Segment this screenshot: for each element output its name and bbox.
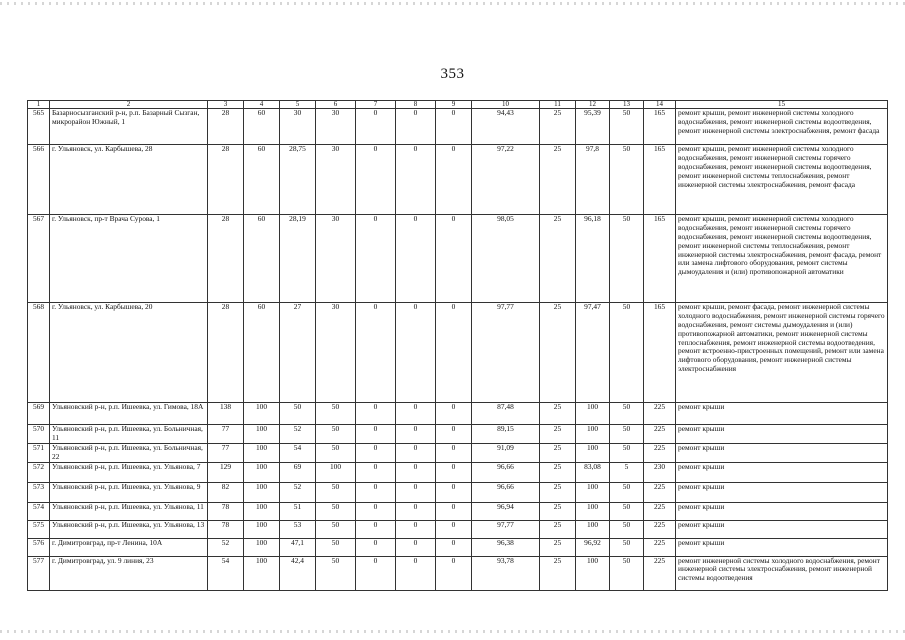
value-cell-col-11: 25 (540, 482, 576, 502)
column-index-14: 14 (644, 101, 676, 109)
value-cell-col-4: 60 (244, 303, 280, 403)
value-cell-col-8: 0 (396, 403, 436, 425)
value-cell-col-12: 100 (576, 425, 610, 444)
value-cell-col-7: 0 (356, 109, 396, 145)
value-cell-col-6: 50 (316, 425, 356, 444)
column-index-7: 7 (356, 101, 396, 109)
value-cell-col-4: 60 (244, 109, 280, 145)
value-cell-col-7: 0 (356, 502, 396, 520)
value-cell-col-9: 0 (436, 538, 472, 556)
work-types-cell: ремонт крыши (676, 462, 888, 482)
value-cell-col-5: 69 (280, 462, 316, 482)
address-cell: г. Димитровград, ул. 9 линия, 23 (50, 556, 208, 590)
work-types-cell: ремонт крыши, ремонт инженерной системы холодного водоснабжения, ремонт инженерной системы горячего водоснабжения, ремонт инженерной системы водоотведения, ремонт инженерной системы теплоснабжения, ремонт инженерной системы электроснабжения, ремонт фасада, ремонт или замена лифтового оборудования, ремонт системы дымоудаления и (или) противопожарной автоматики (676, 215, 888, 303)
value-cell-col-8: 0 (396, 462, 436, 482)
value-cell-col-14: 225 (644, 502, 676, 520)
value-cell-col-6: 50 (316, 502, 356, 520)
value-cell-col-12: 100 (576, 556, 610, 590)
value-cell-col-11: 25 (540, 502, 576, 520)
value-cell-col-10: 98,05 (472, 215, 540, 303)
column-index-8: 8 (396, 101, 436, 109)
value-cell-col-3: 52 (208, 538, 244, 556)
row-number-cell: 574 (28, 502, 50, 520)
value-cell-col-10: 93,78 (472, 556, 540, 590)
address-cell: Ульяновский р-н, р.п. Ишеевка, ул. Ульянова, 13 (50, 520, 208, 538)
value-cell-col-10: 96,66 (472, 462, 540, 482)
value-cell-col-5: 27 (280, 303, 316, 403)
work-types-cell: ремонт крыши, ремонт инженерной системы холодного водоснабжения, ремонт инженерной системы горячего водоснабжения, ремонт инженерной системы водоотведения, ремонт инженерной системы теплоснабжения, ремонт инженерной системы электроснабжения, ремонт фасада (676, 145, 888, 215)
value-cell-col-5: 50 (280, 403, 316, 425)
value-cell-col-6: 50 (316, 482, 356, 502)
scan-edge-top (0, 2, 905, 5)
value-cell-col-8: 0 (396, 520, 436, 538)
value-cell-col-14: 165 (644, 109, 676, 145)
value-cell-col-14: 225 (644, 538, 676, 556)
column-index-3: 3 (208, 101, 244, 109)
value-cell-col-3: 54 (208, 556, 244, 590)
value-cell-col-4: 100 (244, 443, 280, 462)
column-index-9: 9 (436, 101, 472, 109)
column-index-2: 2 (50, 101, 208, 109)
value-cell-col-8: 0 (396, 145, 436, 215)
value-cell-col-12: 100 (576, 520, 610, 538)
row-number-cell: 569 (28, 403, 50, 425)
column-index-10: 10 (472, 101, 540, 109)
value-cell-col-14: 225 (644, 425, 676, 444)
value-cell-col-14: 225 (644, 482, 676, 502)
value-cell-col-11: 25 (540, 462, 576, 482)
table-row (28, 443, 888, 462)
value-cell-col-9: 0 (436, 145, 472, 215)
row-number-cell: 566 (28, 145, 50, 215)
value-cell-col-5: 30 (280, 109, 316, 145)
row-number-cell: 570 (28, 425, 50, 444)
value-cell-col-9: 0 (436, 482, 472, 502)
work-types-cell: ремонт инженерной системы холодного водоснабжения, ремонт инженерной системы электроснабжения, ремонт инженерной системы водоотведения (676, 556, 888, 590)
value-cell-col-11: 25 (540, 109, 576, 145)
value-cell-col-6: 50 (316, 556, 356, 590)
table-row (28, 303, 888, 403)
table-row (28, 215, 888, 303)
value-cell-col-14: 225 (644, 443, 676, 462)
value-cell-col-9: 0 (436, 403, 472, 425)
value-cell-col-13: 50 (610, 303, 644, 403)
value-cell-col-9: 0 (436, 520, 472, 538)
row-number-cell: 573 (28, 482, 50, 502)
work-types-cell: ремонт крыши, ремонт фасада, ремонт инженерной системы холодного водоснабжения, ремонт инженерной системы горячего водоснабжения, ремонт системы дымоудаления и (или) противопожарной автоматики, ремонт инженерной системы теплоснабжения, ремонт инженерной системы водоотведения, ремонт встроенно-пристроенных помещений, ремонт или замена лифтового оборудования, ремонт инженерной системы электроснабжения (676, 303, 888, 403)
value-cell-col-11: 25 (540, 145, 576, 215)
table-body (28, 109, 888, 591)
value-cell-col-8: 0 (396, 443, 436, 462)
value-cell-col-8: 0 (396, 482, 436, 502)
value-cell-col-3: 78 (208, 520, 244, 538)
work-types-cell: ремонт крыши (676, 502, 888, 520)
value-cell-col-3: 28 (208, 109, 244, 145)
value-cell-col-7: 0 (356, 303, 396, 403)
value-cell-col-10: 94,43 (472, 109, 540, 145)
value-cell-col-13: 50 (610, 145, 644, 215)
work-types-cell: ремонт крыши (676, 520, 888, 538)
value-cell-col-11: 25 (540, 425, 576, 444)
column-index-12: 12 (576, 101, 610, 109)
value-cell-col-9: 0 (436, 303, 472, 403)
value-cell-col-10: 96,66 (472, 482, 540, 502)
value-cell-col-6: 50 (316, 403, 356, 425)
value-cell-col-9: 0 (436, 109, 472, 145)
row-number-cell: 576 (28, 538, 50, 556)
value-cell-col-8: 0 (396, 502, 436, 520)
column-index-13: 13 (610, 101, 644, 109)
value-cell-col-10: 96,94 (472, 502, 540, 520)
value-cell-col-8: 0 (396, 538, 436, 556)
value-cell-col-3: 129 (208, 462, 244, 482)
value-cell-col-3: 28 (208, 303, 244, 403)
row-number-cell: 567 (28, 215, 50, 303)
value-cell-col-9: 0 (436, 443, 472, 462)
value-cell-col-12: 100 (576, 482, 610, 502)
value-cell-col-5: 28,75 (280, 145, 316, 215)
column-index-6: 6 (316, 101, 356, 109)
table-row (28, 462, 888, 482)
value-cell-col-13: 50 (610, 556, 644, 590)
column-index-15: 15 (676, 101, 888, 109)
address-cell: Ульяновский р-н, р.п. Ишеевка, ул. Ульянова, 9 (50, 482, 208, 502)
column-index-1: 1 (28, 101, 50, 109)
value-cell-col-3: 138 (208, 403, 244, 425)
row-number-cell: 572 (28, 462, 50, 482)
address-cell: Ульяновский р-н, р.п. Ишеевка, ул. Гимова, 18А (50, 403, 208, 425)
value-cell-col-12: 83,08 (576, 462, 610, 482)
value-cell-col-13: 50 (610, 538, 644, 556)
value-cell-col-12: 97,47 (576, 303, 610, 403)
value-cell-col-14: 225 (644, 403, 676, 425)
value-cell-col-4: 100 (244, 425, 280, 444)
table-row (28, 538, 888, 556)
value-cell-col-6: 30 (316, 109, 356, 145)
address-cell: г. Ульяновск, ул. Карбышева, 20 (50, 303, 208, 403)
value-cell-col-13: 50 (610, 425, 644, 444)
value-cell-col-6: 30 (316, 303, 356, 403)
value-cell-col-4: 100 (244, 482, 280, 502)
value-cell-col-3: 78 (208, 502, 244, 520)
column-index-5: 5 (280, 101, 316, 109)
value-cell-col-11: 25 (540, 403, 576, 425)
value-cell-col-6: 30 (316, 215, 356, 303)
value-cell-col-13: 50 (610, 443, 644, 462)
value-cell-col-7: 0 (356, 520, 396, 538)
row-number-cell: 577 (28, 556, 50, 590)
value-cell-col-8: 0 (396, 215, 436, 303)
value-cell-col-11: 25 (540, 556, 576, 590)
value-cell-col-8: 0 (396, 109, 436, 145)
value-cell-col-5: 52 (280, 425, 316, 444)
address-cell: Ульяновский р-н, р.п. Ишеевка, ул. Ульянова, 11 (50, 502, 208, 520)
table-row (28, 520, 888, 538)
row-number-cell: 575 (28, 520, 50, 538)
value-cell-col-4: 100 (244, 520, 280, 538)
value-cell-col-9: 0 (436, 502, 472, 520)
value-cell-col-12: 96,18 (576, 215, 610, 303)
value-cell-col-11: 25 (540, 538, 576, 556)
value-cell-col-5: 54 (280, 443, 316, 462)
value-cell-col-13: 5 (610, 462, 644, 482)
value-cell-col-14: 225 (644, 520, 676, 538)
table-row (28, 109, 888, 145)
value-cell-col-13: 50 (610, 520, 644, 538)
table-row (28, 403, 888, 425)
work-types-cell: ремонт крыши (676, 482, 888, 502)
value-cell-col-6: 50 (316, 520, 356, 538)
value-cell-col-5: 53 (280, 520, 316, 538)
value-cell-col-5: 47,1 (280, 538, 316, 556)
value-cell-col-7: 0 (356, 482, 396, 502)
value-cell-col-13: 50 (610, 403, 644, 425)
row-number-cell: 571 (28, 443, 50, 462)
value-cell-col-10: 97,22 (472, 145, 540, 215)
value-cell-col-12: 100 (576, 502, 610, 520)
row-number-cell: 565 (28, 109, 50, 145)
work-types-cell: ремонт крыши (676, 538, 888, 556)
value-cell-col-4: 100 (244, 462, 280, 482)
column-index-4: 4 (244, 101, 280, 109)
page-number: 353 (440, 66, 465, 82)
address-cell: Ульяновский р-н, р.п. Ишеевка, ул. Ульянова, 7 (50, 462, 208, 482)
address-cell: г. Ульяновск, пр-т Врача Сурова, 1 (50, 215, 208, 303)
value-cell-col-14: 165 (644, 215, 676, 303)
address-cell: Ульяновский р-н, р.п. Ишеевка, ул. Больничная, 11 (50, 425, 208, 444)
work-types-cell: ремонт крыши (676, 425, 888, 444)
value-cell-col-14: 225 (644, 556, 676, 590)
value-cell-col-7: 0 (356, 443, 396, 462)
value-cell-col-4: 60 (244, 215, 280, 303)
table-row (28, 482, 888, 502)
value-cell-col-12: 95,39 (576, 109, 610, 145)
value-cell-col-6: 50 (316, 443, 356, 462)
column-index-11: 11 (540, 101, 576, 109)
value-cell-col-9: 0 (436, 462, 472, 482)
table-row (28, 145, 888, 215)
address-cell: Ульяновский р-н, р.п. Ишеевка, ул. Больничная, 22 (50, 443, 208, 462)
value-cell-col-13: 50 (610, 215, 644, 303)
address-cell: Базарносызганский р-н, р.п. Базарный Сызган, микрорайон Южный, 1 (50, 109, 208, 145)
value-cell-col-8: 0 (396, 556, 436, 590)
value-cell-col-4: 100 (244, 556, 280, 590)
value-cell-col-9: 0 (436, 556, 472, 590)
value-cell-col-7: 0 (356, 215, 396, 303)
value-cell-col-7: 0 (356, 425, 396, 444)
scan-edge-bottom (0, 630, 905, 633)
work-types-cell: ремонт крыши (676, 403, 888, 425)
value-cell-col-11: 25 (540, 303, 576, 403)
table-row (28, 556, 888, 590)
row-number-cell: 568 (28, 303, 50, 403)
value-cell-col-3: 77 (208, 443, 244, 462)
value-cell-col-10: 89,15 (472, 425, 540, 444)
value-cell-col-5: 42,4 (280, 556, 316, 590)
value-cell-col-4: 100 (244, 538, 280, 556)
value-cell-col-4: 100 (244, 502, 280, 520)
repair-program-table (27, 100, 888, 591)
value-cell-col-4: 60 (244, 145, 280, 215)
value-cell-col-5: 51 (280, 502, 316, 520)
value-cell-col-12: 100 (576, 443, 610, 462)
value-cell-col-12: 96,92 (576, 538, 610, 556)
value-cell-col-6: 100 (316, 462, 356, 482)
value-cell-col-9: 0 (436, 425, 472, 444)
value-cell-col-11: 25 (540, 520, 576, 538)
value-cell-col-11: 25 (540, 443, 576, 462)
value-cell-col-10: 96,38 (472, 538, 540, 556)
value-cell-col-4: 100 (244, 403, 280, 425)
value-cell-col-7: 0 (356, 462, 396, 482)
value-cell-col-3: 28 (208, 215, 244, 303)
value-cell-col-5: 52 (280, 482, 316, 502)
value-cell-col-7: 0 (356, 145, 396, 215)
value-cell-col-9: 0 (436, 215, 472, 303)
value-cell-col-14: 230 (644, 462, 676, 482)
value-cell-col-10: 97,77 (472, 303, 540, 403)
value-cell-col-6: 50 (316, 538, 356, 556)
value-cell-col-10: 97,77 (472, 520, 540, 538)
column-index-row (28, 101, 888, 109)
value-cell-col-6: 30 (316, 145, 356, 215)
value-cell-col-12: 97,8 (576, 145, 610, 215)
address-cell: г. Ульяновск, ул. Карбышева, 28 (50, 145, 208, 215)
value-cell-col-7: 0 (356, 403, 396, 425)
table-row (28, 502, 888, 520)
value-cell-col-7: 0 (356, 538, 396, 556)
value-cell-col-13: 50 (610, 502, 644, 520)
value-cell-col-10: 87,48 (472, 403, 540, 425)
value-cell-col-14: 165 (644, 145, 676, 215)
value-cell-col-12: 100 (576, 403, 610, 425)
table-row (28, 425, 888, 444)
value-cell-col-14: 165 (644, 303, 676, 403)
value-cell-col-11: 25 (540, 215, 576, 303)
work-types-cell: ремонт крыши (676, 443, 888, 462)
value-cell-col-3: 77 (208, 425, 244, 444)
address-cell: г. Димитровград, пр-т Ленина, 10А (50, 538, 208, 556)
value-cell-col-3: 82 (208, 482, 244, 502)
value-cell-col-8: 0 (396, 425, 436, 444)
value-cell-col-7: 0 (356, 556, 396, 590)
value-cell-col-13: 50 (610, 109, 644, 145)
value-cell-col-8: 0 (396, 303, 436, 403)
work-types-cell: ремонт крыши, ремонт инженерной системы холодного водоснабжения, ремонт инженерной системы водоотведения, ремонт инженерной системы электроснабжения, ремонт фасада (676, 109, 888, 145)
value-cell-col-13: 50 (610, 482, 644, 502)
value-cell-col-5: 28,19 (280, 215, 316, 303)
value-cell-col-10: 91,09 (472, 443, 540, 462)
value-cell-col-3: 28 (208, 145, 244, 215)
